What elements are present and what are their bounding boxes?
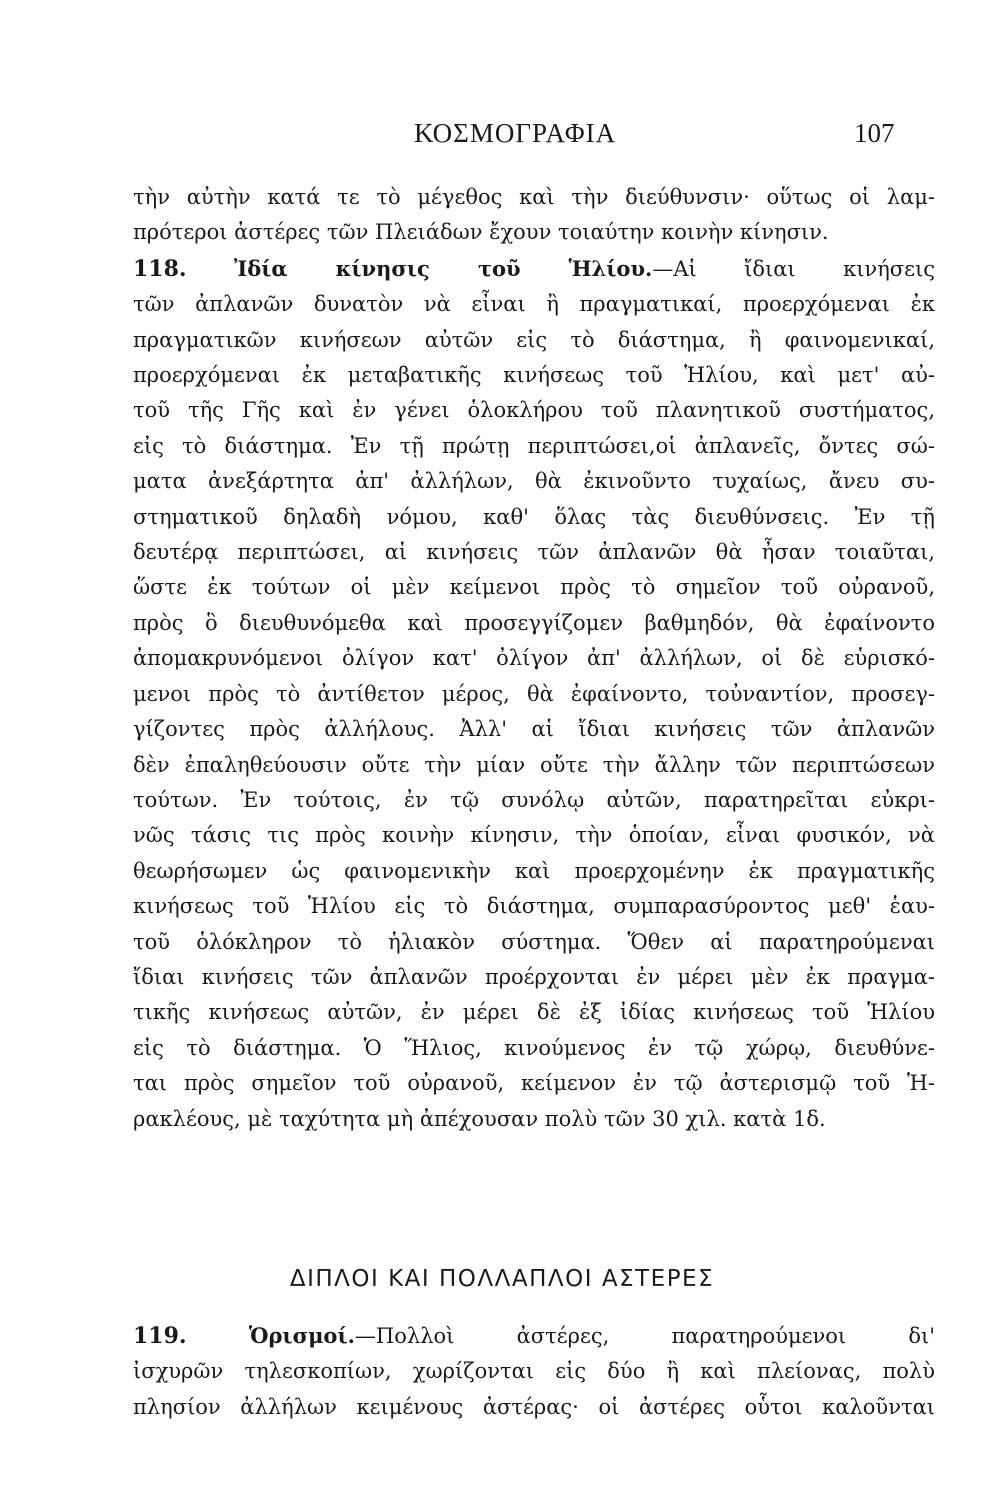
- text-line: δευτέρᾳ περιπτώσει, αἱ κινήσεις τῶν ἀπλανῶν θὰ ἦσαν τοιαῦται,: [133, 540, 935, 565]
- section-title: Ὁρισμοί.: [248, 1323, 355, 1348]
- text-line: ται πρὸς σημεῖον τοῦ οὐρανοῦ, κείμενον ἐν τῷ ἀστερισμῷ τοῦ Ἡ-: [133, 1071, 935, 1096]
- section-118-text: [133, 180, 935, 1137]
- text-line: πραγματικῶν κινήσεων αὐτῶν εἰς τὸ διάστημα, ἢ φαινομενικαί,: [133, 327, 935, 352]
- text-line: ἰσχυρῶν τηλεσκοπίων, χωρίζονται εἰς δύο ἢ καὶ πλείονας, πολὺ: [133, 1359, 935, 1384]
- text-line: μενοι πρὸς τὸ ἀντίθετον μέρος, θὰ ἐφαίνοντο, τοὐναντίον, προσεγ-: [133, 681, 935, 706]
- text-line: τῶν ἀπλανῶν δυνατὸν νὰ εἶναι ἢ πραγματικαί, προερχόμεναι ἐκ: [133, 292, 935, 317]
- text-line: πρότεροι ἀστέρες τῶν Πλειάδων ἔχουν τοιαύτην κοινὴν κίνησιν.: [133, 220, 829, 245]
- text-line: προερχόμεναι ἐκ μεταβατικῆς κινήσεως τοῦ Ἡλίου, καὶ μετ' αὐ-: [133, 363, 935, 388]
- section-number: 118.: [133, 255, 187, 282]
- section-119-heading-line: [133, 1318, 935, 1354]
- text-line: τὴν αὐτὴν κατά τε τὸ μέγεθος καὶ τὴν διεύθυνσιν· οὕτως οἱ λαμ-: [133, 185, 935, 209]
- section-title: Ἰδία κίνησις τοῦ Ἡλίου.: [234, 255, 653, 281]
- text-line: τικῆς κινήσεως αὐτῶν, ἐν μέρει δὲ ἐξ ἰδίας κινήσεως τοῦ Ἡλίου: [133, 1000, 935, 1025]
- text-line: τούτων. Ἐν τούτοις, ἐν τῷ συνόλῳ αὐτῶν, παρατηρεῖται εὐκρι-: [133, 787, 935, 812]
- text-line: ματα ἀνεξάρτητα ἀπ' ἀλλήλων, θὰ ἐκινοῦντο τυχαίως, ἄνευ συ-: [133, 469, 935, 494]
- text-line: νῶς τάσις τις πρὸς κοινὴν κίνησιν, τὴν ὁποίαν, εἶναι φυσικόν, νὰ: [133, 823, 935, 848]
- section-119-text: [133, 1318, 935, 1425]
- text-line: πρὸς ὃ διευθυνόμεθα καὶ προσεγγίζομεν βαθμηδόν, θὰ ἐφαίνοντο: [133, 610, 935, 635]
- text-line: ὥστε ἐκ τούτων οἱ μὲν κείμενοι πρὸς τὸ σημεῖον τοῦ οὐρανοῦ,: [133, 575, 935, 600]
- text-line: εἰς τὸ διάστημα. Ὁ Ἥλιος, κινούμενος ἐν τῷ χώρῳ, διευθύνε-: [133, 1035, 935, 1060]
- text-line: κινήσεως τοῦ Ἡλίου εἰς τὸ διάστημα, συμπαρασύροντος μεθ' ἑαυ-: [133, 894, 935, 919]
- text-line: τοῦ ὁλόκληρον τὸ ἡλιακὸν σύστημα. Ὅθεν αἱ παρατηρούμεναι: [133, 929, 935, 954]
- text-line: πλησίον ἀλλήλων κειμένους ἀστέρας· οἱ ἀστέρες οὗτοι καλοῦνται: [133, 1394, 935, 1419]
- page-header: [0, 118, 1004, 158]
- text-line: ἴδιαι κινήσεις τῶν ἀπλανῶν προέρχονται ἐν μέρει μὲν ἐκ πραγμα-: [133, 964, 935, 989]
- text-line: τοῦ τῆς Γῆς καὶ ἐν γένει ὁλοκλήρου τοῦ πλανητικοῦ συστήματος,: [133, 398, 935, 423]
- text-line: δὲν ἐπαληθεύουσιν οὔτε τὴν μίαν οὔτε τὴν ἄλλην τῶν περιπτώσεων: [133, 752, 935, 777]
- section-118-heading-line: [133, 251, 935, 287]
- text-line: ρακλέους, μὲ ταχύτητα μὴ ἀπέχουσαν πολὺ τῶν 30 χιλ. κατὰ 1δ.: [133, 1106, 826, 1131]
- chapter-heading: [0, 1266, 1004, 1292]
- page-number: 107: [854, 118, 895, 148]
- text-line: θεωρήσωμεν ὡς φαινομενικὴν καὶ προερχομένην ἐκ πραγματικῆς: [133, 858, 935, 883]
- text-line: γίζοντες πρὸς ἀλλήλους. Ἀλλ' αἱ ἴδιαι κινήσεις τῶν ἀπλανῶν: [133, 717, 935, 742]
- text-fragment: —Πολλοὶ ἀστέρες, παρατηρούμενοι δι': [354, 1324, 935, 1348]
- text-fragment: —Αἱ ἴδιαι κινήσεις: [652, 256, 935, 281]
- text-line: ἀπομακρυνόμενοι ὀλίγον κατ' ὀλίγον ἀπ' ἀλλήλων, οἱ δὲ εὑρισκό-: [133, 646, 935, 671]
- text-line: στηματικοῦ δηλαδὴ νόμου, καθ' ὅλας τὰς διευθύνσεις. Ἐν τῇ: [133, 504, 935, 529]
- running-title: ΚΟΣΜΟΓΡΑΦΙΑ: [414, 118, 617, 148]
- heading-text: ΔΙΠΛΟΙ ΚΑΙ ΠΟΛΛΑΠΛΟΙ ΑΣΤΕΡΕΣ: [289, 1266, 715, 1292]
- section-number: 119.: [133, 1323, 187, 1349]
- text-line: εἰς τὸ διάστημα. Ἐν τῇ πρώτῃ περιπτώσει,οἱ ἀπλανεῖς, ὄντες σώ-: [133, 433, 935, 458]
